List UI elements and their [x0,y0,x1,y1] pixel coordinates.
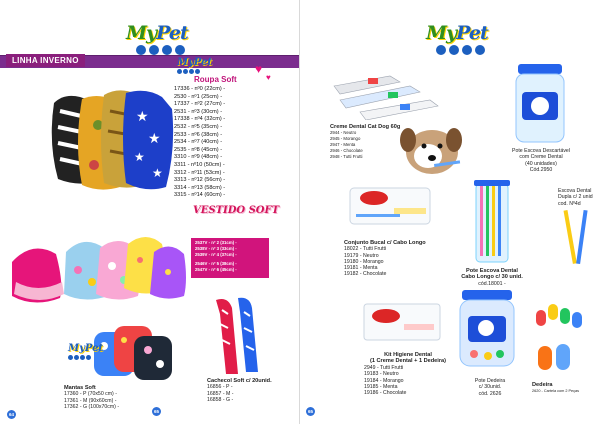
vestido-soft-title: VESTIDO SOFT [193,205,280,216]
roupa-soft-image [48,85,178,195]
dedeira-caption: Dedeira 2620 - Cartela com 2 Peças [532,382,580,394]
dog-photo [390,118,470,180]
list-item: 2546V - nº 5 (38cm) - [195,261,237,266]
list-item: 3311 - nº10 (50cm) - [174,161,225,168]
svg-text:★: ★ [136,108,149,124]
list-item: 2535 - nº8 (45cm) - [174,146,223,153]
list-item: 17337 - nº2 (27cm) - [174,101,226,108]
heart-icon: ♥ [255,62,263,76]
pote-escova-jar [512,62,568,146]
dedeira-image [532,300,592,380]
roupa-soft-title: Roupa Soft [194,75,237,84]
conjunto-bucal-image [344,184,436,230]
mantas-soft-image [92,318,178,386]
cachecol-caption: Cachecol Soft c/ 20unid. 16856 - P - 16857 - M - 16858 - G - [207,378,272,403]
list-item: 3315 - nº14 (60cm) - [174,192,226,199]
cachecol-image [208,296,274,376]
page-number: 65 [307,409,313,414]
page-number: 65 [153,409,159,414]
list-item: 2537V - nº 2 (31cm) - [195,240,237,245]
pote-dedeira-jar [456,288,518,370]
creme-dental-caption: Creme Dental Cat Dog 60g 2944 - Neutro 2945 - Morango 2947 - Menta 2946 - Chocolate 2948 - Tutti Frutti [330,124,401,160]
list-item: 3313 - nº12 (56cm) - [174,177,226,184]
mantas-soft-caption: Mantas Soft 17360 - P (70x50 cm) - 17361 - M (90x60cm) - 17362 - G (100x70cm) - [64,385,120,410]
vestido-soft-box [191,238,269,278]
list-item: 2533 - nº6 (38cm) - [174,131,223,138]
list-item: 2547V - nº 6 (45cm) - [195,267,237,272]
list-item: 2538V - nº 3 (33cm) - [195,246,237,251]
list-item: 2534 - nº7 (40cm) - [174,139,223,146]
list-item: 2532 - nº5 (35cm) - [174,123,223,130]
catalog-page-right [300,0,600,424]
mypet-logo: MyPet [426,22,504,56]
list-item: 3314 - nº13 (58cm) - [174,184,226,191]
pote-escova-descartavel-caption: Pote Escova Descartável com Creme Dental (40 unidades) Cód.2950 [512,148,570,173]
list-item: 2530 - nº1 (25cm) - [174,93,223,100]
section-title: LINHA INVERNO [6,54,85,67]
kit-higiene-caption: Kit Higiene Dental (1 Creme Dental + 1 Dedeira) [369,352,446,365]
creme-dental-image [330,66,440,120]
list-item: 3310 - nº9 (48cm) - [174,154,223,161]
roupa-soft-list [174,86,225,200]
pote-dedeira-caption: Pote Dedeira c/ 30unid. cód. 2626 [474,378,506,397]
kit-higiene-list: 2949 - Tutti Frutti 19183 - Neutro 19184 - Morango 19185 - Menta 19186 - Chocolate [364,365,407,397]
escova-dupla-image [562,206,598,268]
list-item: 17338 - nº4 (32cm) - [174,116,226,123]
list-item: 2539V - nº 4 (37cm) - [195,252,237,257]
svg-text:★: ★ [134,150,145,164]
mypet-logo: MyPet [126,22,204,56]
escova-dupla-caption: Escova Dental Dupla c/ 2 unid cod. Nº4d [558,188,593,207]
heart-icon: ♥ [266,73,271,82]
list-item: 17336 - nº0 (22cm) - [174,86,226,92]
list-item: 2531 - nº3 (30cm) - [174,108,223,115]
vestido-soft-image [8,222,190,308]
list-item: 3312 - nº11 (53cm) - [174,169,225,176]
conjunto-bucal-caption: Conjunto Bucal c/ Cabo Longo 18022 - Tutti Frutti 19179 - Neutro 19180 - Morango 19181 - Menta 19182 - Chocolate [344,240,426,278]
page-number: 64 [8,412,14,417]
pote-escova-cabo-longo-caption: Pote Escova Dental Cabo Longo c/ 30 unid. cód.18001 - [461,268,523,287]
pote-escova-cabo-longo-image [470,178,514,264]
mypet-small-logo: MyPet [177,58,212,74]
svg-text:★: ★ [148,130,161,146]
mypet-small-logo: MyPet [68,344,103,360]
kit-higiene-image [360,300,444,346]
svg-text:★: ★ [152,166,163,180]
